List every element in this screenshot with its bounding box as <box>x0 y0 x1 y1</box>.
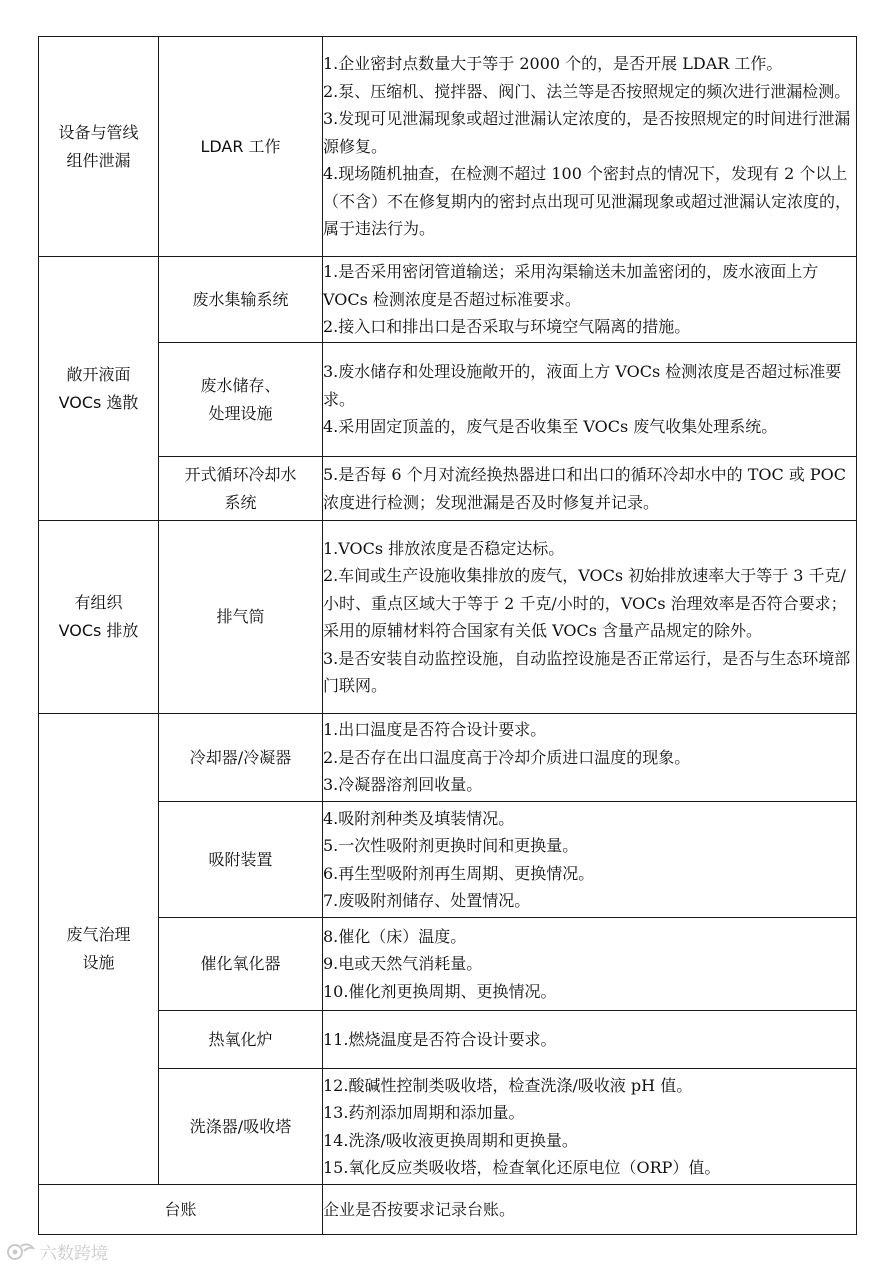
subcategory-line: LDAR 工作 <box>200 136 281 156</box>
subcategory-cell <box>159 918 323 1011</box>
requirement-text: 6.再生型吸附剂再生周期、更换情况。 <box>323 863 595 883</box>
requirement-text: 10.催化剂更换周期、更换情况。 <box>323 981 557 1001</box>
requirement-text: 1.企业密封点数量大于等于 2000 个的，是否开展 LDAR 工作。 <box>323 54 783 74</box>
subcategory-line: 冷却器/冷凝器 <box>189 747 292 767</box>
subcategory-line: 热氧化炉 <box>208 1029 273 1049</box>
requirement-text: 14.洗涤/吸收液更换周期和更换量。 <box>323 1130 578 1150</box>
requirement-text: 5.一次性吸附剂更换时间和更换量。 <box>323 836 579 855</box>
table-row <box>39 802 857 918</box>
category-cell <box>39 714 159 1185</box>
category-line: VOCs 排放 <box>58 621 139 640</box>
subcategory-line: 排气筒 <box>216 607 265 626</box>
subcategory-cell <box>159 1069 323 1185</box>
requirement-text: 3.废水储存和处理设施敞开的，液面上方 VOCs 检测浓度是否超过标准要求。 <box>323 362 842 409</box>
content-cell <box>323 457 857 521</box>
content-cell <box>323 1185 857 1235</box>
subcategory-cell <box>159 521 323 714</box>
content-cell <box>323 521 857 714</box>
subcategory-cell <box>159 37 323 257</box>
content-cell <box>323 1069 857 1185</box>
logo-icon <box>6 1240 36 1262</box>
table-row <box>39 257 857 343</box>
content-cell <box>323 257 857 343</box>
content-cell <box>323 37 857 257</box>
table-row <box>39 521 857 714</box>
requirement-text: 1.出口温度是否符合设计要求。 <box>323 720 547 740</box>
requirement-text: 12.酸碱性控制类吸收塔，检查洗涤/吸收液 pH 值。 <box>323 1075 693 1095</box>
category-line: 敞开液面 <box>66 364 131 384</box>
subcategory-line: 开式循环冷却水 <box>184 464 297 484</box>
category-cell <box>39 37 159 257</box>
category-line: 台账 <box>164 1199 197 1219</box>
category-line: 组件泄漏 <box>66 150 131 170</box>
requirement-text: 11.燃烧温度是否符合设计要求。 <box>323 1029 557 1049</box>
category-cell <box>39 257 159 521</box>
content-cell <box>323 1011 857 1069</box>
table-row <box>39 343 857 457</box>
subcategory-line: 处理设施 <box>208 403 273 423</box>
category-line: 有组织 <box>74 593 123 612</box>
requirement-text: 2.泵、压缩机、搅拌器、阀门、法兰等是否按照规定的频次进行泄漏检测。 <box>323 81 851 101</box>
content-cell <box>323 343 857 457</box>
requirement-text: 4.吸附剂种类及填装情况。 <box>323 808 515 828</box>
requirement-text: 5.是否每 6 个月对流经换热器进口和出口的循环冷却水中的 TOC 或 POC 浓度进行检测；发现泄漏是否及时修复并记录。 <box>323 465 847 512</box>
subcategory-line: 废水集输系统 <box>192 289 289 309</box>
table-row <box>39 457 857 521</box>
subcategory-cell <box>159 802 323 918</box>
requirement-text: 3.是否安装自动监控设施，自动监控设施是否正常运行，是否与生态环境部门联网。 <box>323 648 851 695</box>
requirement-text: 企业是否按要求记录台账。 <box>323 1199 516 1219</box>
subcategory-cell <box>159 714 323 802</box>
category-cell <box>39 521 159 714</box>
subcategory-line: 催化氧化器 <box>200 954 281 973</box>
content-cell <box>323 802 857 918</box>
category-line: VOCs 逸散 <box>58 392 139 412</box>
watermark-text: 六数跨境 <box>40 1243 108 1264</box>
requirement-text: 3.冷凝器溶剂回收量。 <box>323 775 483 795</box>
subcategory-line: 吸附装置 <box>208 849 273 869</box>
table-row <box>39 37 857 257</box>
subcategory-line: 系统 <box>224 492 257 512</box>
inspection-table <box>38 36 857 1235</box>
subcategory-cell <box>159 343 323 457</box>
requirement-text: 4.现场随机抽查，在检测不超过 100 个密封点的情况下，发现有 2 个以上（不含）不在修复期内的密封点出现可见泄漏现象或超过泄漏认定浓度的，属于违法行为。 <box>323 164 852 239</box>
subcategory-cell <box>159 1011 323 1069</box>
requirement-text: 15.氧化反应类吸收塔，检查氧化还原电位（ORP）值。 <box>323 1158 721 1177</box>
category-line: 废气治理 <box>66 925 131 944</box>
table-row <box>39 1069 857 1185</box>
subcategory-cell <box>159 457 323 521</box>
requirement-text: 9.电或天然气消耗量。 <box>323 954 483 974</box>
category-line: 设施 <box>82 953 115 972</box>
table-row <box>39 1185 857 1235</box>
requirement-text: 2.是否存在出口温度高于冷却介质进口温度的现象。 <box>323 747 691 767</box>
table-row <box>39 918 857 1011</box>
watermark <box>6 1238 108 1264</box>
requirement-text: 8.催化（床）温度。 <box>323 926 467 946</box>
requirement-text: 1.VOCs 排放浓度是否稳定达标。 <box>323 538 565 558</box>
requirement-text: 2.接入口和排出口是否采取与环境空气隔离的措施。 <box>323 317 691 337</box>
subcategory-line: 洗涤器/吸收塔 <box>189 1116 292 1136</box>
requirement-text: 4.采用固定顶盖的，废气是否收集至 VOCs 废气收集处理系统。 <box>323 417 778 437</box>
requirement-text: 13.药剂添加周期和添加量。 <box>323 1103 525 1122</box>
table-row <box>39 1011 857 1069</box>
subcategory-line: 废水储存、 <box>200 375 281 395</box>
requirement-text: 1.是否采用密闭管道输送；采用沟渠输送未加盖密闭的，废水液面上方 VOCs 检测浓度是否超过标准要求。 <box>323 262 819 309</box>
content-cell <box>323 918 857 1011</box>
category-line: 设备与管线 <box>58 122 139 142</box>
subcategory-cell <box>159 257 323 343</box>
requirement-text: 7.废吸附剂储存、处置情况。 <box>323 891 531 910</box>
requirement-text: 3.发现可见泄漏现象或超过泄漏认定浓度的，是否按照规定的时间进行泄漏源修复。 <box>323 109 851 156</box>
category-cell <box>39 1185 323 1235</box>
content-cell <box>323 714 857 802</box>
table-row <box>39 714 857 802</box>
requirement-text: 2.车间或生产设施收集排放的废气，VOCs 初始排放速率大于等于 3 千克/小时、重点区域大于等于 2 千克/小时的，VOCs 治理效率是否符合要求；采用的原辅材料符合国家有关低 VOCs 含量产品规定的除外。 <box>323 566 847 640</box>
